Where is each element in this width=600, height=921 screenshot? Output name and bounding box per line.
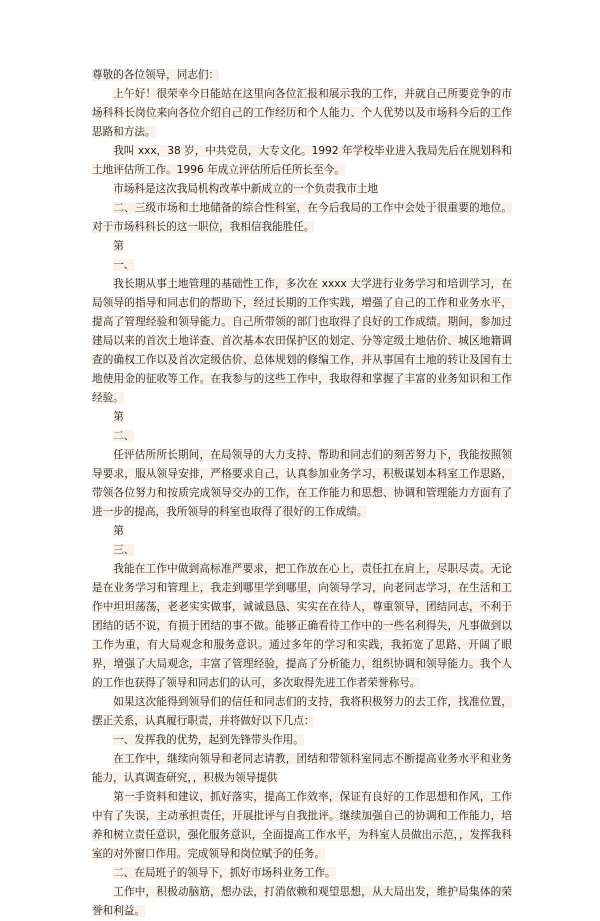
section-marker-di-3: 第 [113,525,124,537]
paragraph-plan-2: 工作中，积极动脑筋，想办法，打消依赖和观望思想，从大局出发，维护局集体的荣誉和利益。 [92,886,512,917]
plan-point-2: 二、在局班子的领导下，抓好市场科业务工作。 [113,867,336,879]
paragraph-self-intro: 我叫 xxx，38 岁，中共党员，大专文化。1992 年学校毕业进入我局先后在规划科和土地评估所工作。1996 年成立评估所后任所长至今。 [92,145,512,176]
paragraph-intro: 上午好！很荣幸今日能站在这里向各位汇报和展示我的工作，并就自己所要竞争的市场科科长岗位来向各位介绍自己的工作经历和个人能力、个人优势以及市场科今后的工作思路和方法。 [92,88,512,138]
paragraph-section-3: 我能在工作中做到高标准严要求，把工作放在心上，责任扛在肩上，尽职尽责。无论是在业务学习和管理上，我走到哪里学到哪里，向领导学习，向老同志学习，在生活和工作中坦坦荡荡，老老实实做事，诚诚恳恳、实实在在待人，尊重领导，团结同志，不利于团结的话不说，有损于团结的事不做。能够正确看待工作中的一些名利得失，凡事做到以工作为重，有大局观念和服务意识。通过多年的学习和实践，我拓宽了思路、开阔了眼界，增强了大局观念，丰富了管理经验，提高了分析能力，组织协调和领导能力。我个人的工作也获得了领导和同志们的认可，多次取得先进工作者荣誉称号。 [92,563,512,689]
paragraph-section-2: 任评估所所长期间，在局领导的大力支持、帮助和同志们的刻苦努力下，我能按照领导要求，服从领导安排，严格要求自己，认真参加业务学习，积极谋划本科室工作思路，带领各位努力和按质完成领导交办的工作，在工作能力和思想、协调和管理能力方面有了进一步的提高，我所领导的科室也取得了很好的工作成绩。 [92,449,512,518]
section-number-1: 一、 [113,259,135,271]
paragraph-section-1: 我长期从事土地管理的基础性工作，多次在 xxxx 大学进行业务学习和培训学习，在局领导的指导和同志们的帮助下，经过长期的工作实践，增强了自己的工作和业务水平，提高了管理经验和领导能力。自己所带领的部门也取得了良好的工作成绩。期间，参加过建局以来的首次土地详查、首次基本农田保护区的划定、分等定级土地估价、城区地籍调查的确权工作以及首次定级估价、总体规划的修编工作，并从事国有土地的转让及国有土地使用金的征收等工作。在我参与的这些工作中，我取得和掌握了丰富的业务知识和工作经验。 [92,278,512,404]
paragraph-market-dept: 市场科是这次我局机构改革中新成立的一个负责我市土地 [113,183,379,195]
paragraph-plan-1b: 第一手资料和建议，抓好落实，提高工作效率，保证有良好的工作思想和作风，工作中有了失误，主动承担责任，开展批评与自我批评。继续加强自己的协调和工作能力，培养和树立责任意识，强化服务意识，全面提高工作水平，为科室人员做出示范，，发挥我科室的对外窗口作用。完成领导和岗位赋予的任务。 [92,791,512,860]
paragraph-market-dept-cont: 二、三级市场和土地储备的综合性科室，在今后我局的工作中会处于很重要的地位。对于市场科科长的这一职位，我相信我能胜任。 [92,202,512,233]
paragraph-plan-intro: 如果这次能得到领导们的信任和同志们的支持，我将积极努力的去工作，找准位置，摆正关系，认真履行职责，并将做好以下几点： [92,696,512,727]
section-number-3: 三、 [113,544,135,556]
plan-point-1: 一、发挥我的优势，起到先锋带头作用。 [113,734,304,746]
greeting: 尊敬的各位领导，同志们： [92,69,220,81]
section-marker-di-2: 第 [113,411,124,423]
section-number-2: 二、 [113,430,135,442]
paragraph-plan-1a: 在工作中，继续向领导和老同志请教，团结和带领科室同志不断提高业务水平和业务能力，认真调查研究，，积极为领导提供 [92,753,512,784]
section-marker-di-1: 第 [113,240,124,252]
